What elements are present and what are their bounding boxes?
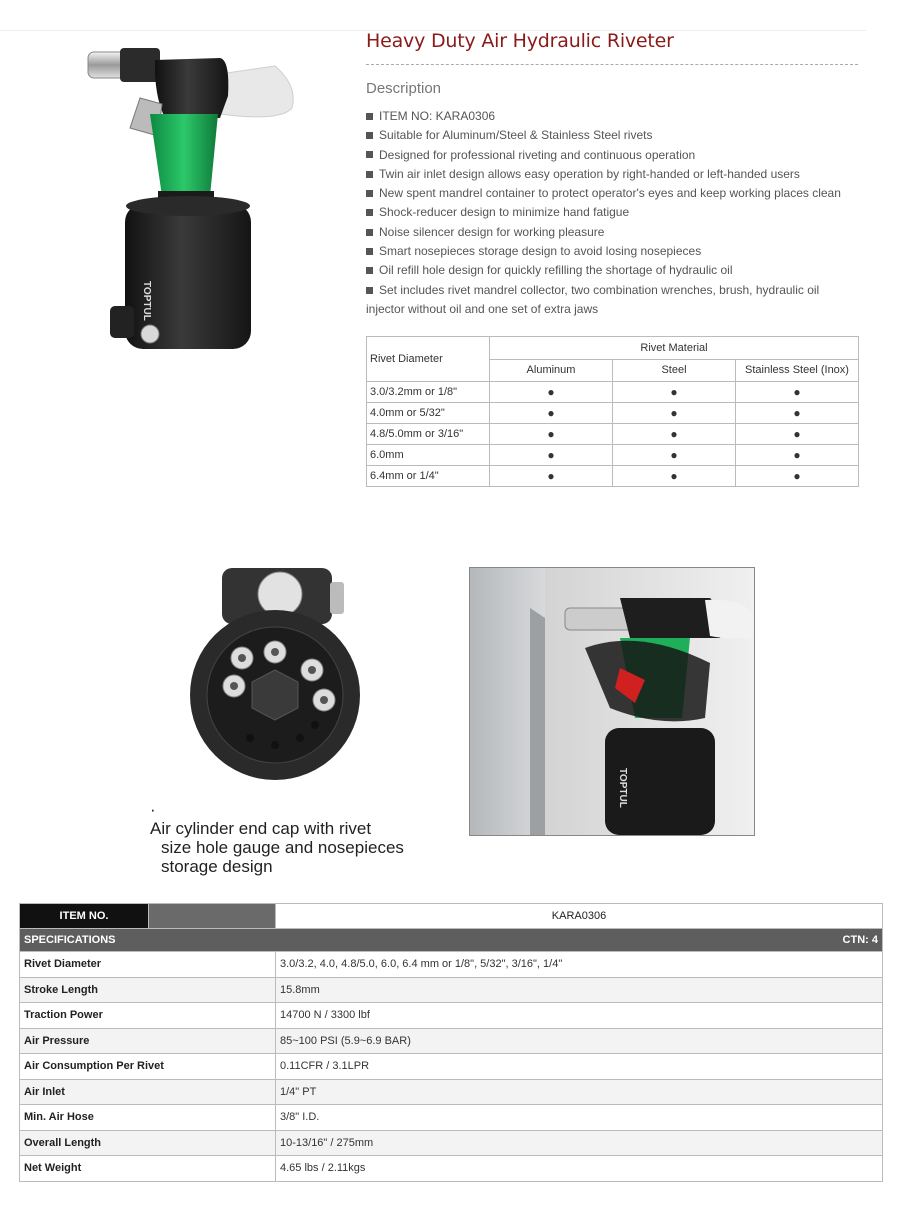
- rivet-size-cell: 3.0/3.2mm or 1/8": [367, 382, 490, 403]
- list-item: Designed for professional riveting and continuous operation: [366, 146, 861, 165]
- compat-dot: ●: [613, 466, 736, 487]
- bullet-square-icon: [366, 132, 373, 139]
- spec-key: Net Weight: [20, 1156, 276, 1182]
- spec-key: Rivet Diameter: [20, 952, 276, 978]
- rivet-size-cell: 4.0mm or 5/32": [367, 403, 490, 424]
- list-item: Suitable for Aluminum/Steel & Stainless Steel rivets: [366, 126, 861, 145]
- in-use-photo: [469, 567, 755, 836]
- rivet-material-table: [366, 336, 859, 487]
- compat-dot: ●: [736, 382, 859, 403]
- rivet-diameter-header: Rivet Diameter: [367, 337, 490, 382]
- spec-value: 85~100 PSI (5.9~6.9 BAR): [276, 1028, 883, 1054]
- compat-dot: ●: [490, 382, 613, 403]
- list-item: Shock-reducer design to minimize hand fatigue: [366, 203, 861, 222]
- item-no-value: KARA0306: [276, 904, 883, 929]
- bullet-square-icon: [366, 287, 373, 294]
- table-row: [367, 466, 859, 487]
- item-no-label: ITEM NO.: [20, 904, 149, 929]
- feature-list: [366, 107, 861, 319]
- compat-dot: ●: [613, 424, 736, 445]
- table-row: [367, 445, 859, 466]
- compat-dot: ●: [736, 403, 859, 424]
- table-row: [367, 382, 859, 403]
- list-item: Set includes rivet mandrel collector, two combination wrenches, brush, hydraulic oil injector without oil and one set of extra jaws: [366, 282, 820, 316]
- riveter-product-image: [70, 36, 330, 376]
- end-cap-caption: · Air cylinder end cap with rivet size hole gauge and nosepieces storage design: [150, 800, 404, 876]
- table-row: [20, 952, 883, 978]
- compat-dot: ●: [736, 445, 859, 466]
- bullet-square-icon: [366, 171, 373, 178]
- spec-value: 1/4" PT: [276, 1079, 883, 1105]
- table-row: [367, 424, 859, 445]
- spec-value: 3.0/3.2, 4.0, 4.8/5.0, 6.0, 6.4 mm or 1/8", 5/32", 3/16", 1/4": [276, 952, 883, 978]
- bullet-square-icon: [366, 113, 373, 120]
- compat-dot: ●: [736, 424, 859, 445]
- specifications-label: SPECIFICATIONS: [24, 934, 116, 946]
- table-row: [20, 1105, 883, 1131]
- compat-dot: ●: [613, 382, 736, 403]
- carton-qty: CTN: 4: [842, 934, 878, 946]
- spec-key: Air Consumption Per Rivet: [20, 1054, 276, 1080]
- table-row: [20, 1130, 883, 1156]
- bullet-square-icon: [366, 151, 373, 158]
- spec-value: 0.11CFR / 3.1LPR: [276, 1054, 883, 1080]
- spec-value: 4.65 lbs / 2.11kgs: [276, 1156, 883, 1182]
- rivet-size-cell: 6.4mm or 1/4": [367, 466, 490, 487]
- table-row: [20, 977, 883, 1003]
- table-row: [20, 1028, 883, 1054]
- list-item: New spent mandrel container to protect operator's eyes and keep working places clean: [366, 184, 861, 203]
- bullet-square-icon: [366, 190, 373, 197]
- compat-dot: ●: [490, 403, 613, 424]
- spec-key: Min. Air Hose: [20, 1105, 276, 1131]
- compat-dot: ●: [490, 445, 613, 466]
- product-title: Heavy Duty Air Hydraulic Riveter: [366, 30, 674, 52]
- bullet-square-icon: [366, 267, 373, 274]
- spec-key: Overall Length: [20, 1130, 276, 1156]
- rivet-size-cell: 4.8/5.0mm or 3/16": [367, 424, 490, 445]
- bullet-square-icon: [366, 209, 373, 216]
- table-row: [20, 1079, 883, 1105]
- title-divider: [366, 64, 858, 65]
- compat-dot: ●: [490, 424, 613, 445]
- spec-value: 15.8mm: [276, 977, 883, 1003]
- specifications-table: [19, 903, 883, 1182]
- list-item: Oil refill hole design for quickly refilling the shortage of hydraulic oil: [366, 261, 861, 280]
- end-cap-image: [180, 560, 370, 790]
- list-item: ITEM NO: KARA0306: [366, 107, 861, 126]
- compat-dot: ●: [613, 445, 736, 466]
- spec-value: 14700 N / 3300 lbf: [276, 1003, 883, 1029]
- photo-brand-mark: TOPTUL: [617, 768, 628, 808]
- compat-dot: ●: [736, 466, 859, 487]
- brand-mark: TOPTUL: [141, 281, 152, 321]
- spec-key: Air Pressure: [20, 1028, 276, 1054]
- specifications-section-header: [20, 929, 883, 952]
- material-header-aluminum: Aluminum: [490, 359, 613, 382]
- spec-key: Air Inlet: [20, 1079, 276, 1105]
- list-item: Noise silencer design for working pleasure: [366, 223, 861, 242]
- material-header-steel: Steel: [613, 359, 736, 382]
- compat-dot: ●: [490, 466, 613, 487]
- spec-key: Traction Power: [20, 1003, 276, 1029]
- table-row: [20, 1054, 883, 1080]
- spec-key: Stroke Length: [20, 977, 276, 1003]
- list-item: Twin air inlet design allows easy operation by right-handed or left-handed users: [366, 165, 861, 184]
- description-heading: Description: [366, 80, 442, 97]
- spec-value: 10-13/16" / 275mm: [276, 1130, 883, 1156]
- compat-dot: ●: [613, 403, 736, 424]
- table-row: [367, 403, 859, 424]
- list-item: Smart nosepieces storage design to avoid losing nosepieces: [366, 242, 861, 261]
- rivet-material-header: Rivet Material: [490, 337, 859, 360]
- spec-value: 3/8" I.D.: [276, 1105, 883, 1131]
- rivet-size-cell: 6.0mm: [367, 445, 490, 466]
- bullet-square-icon: [366, 248, 373, 255]
- table-row: [20, 1156, 883, 1182]
- item-no-spacer: [149, 904, 276, 929]
- material-header-stainless: Stainless Steel (Inox): [736, 359, 859, 382]
- table-row: [20, 1003, 883, 1029]
- bullet-square-icon: [366, 229, 373, 236]
